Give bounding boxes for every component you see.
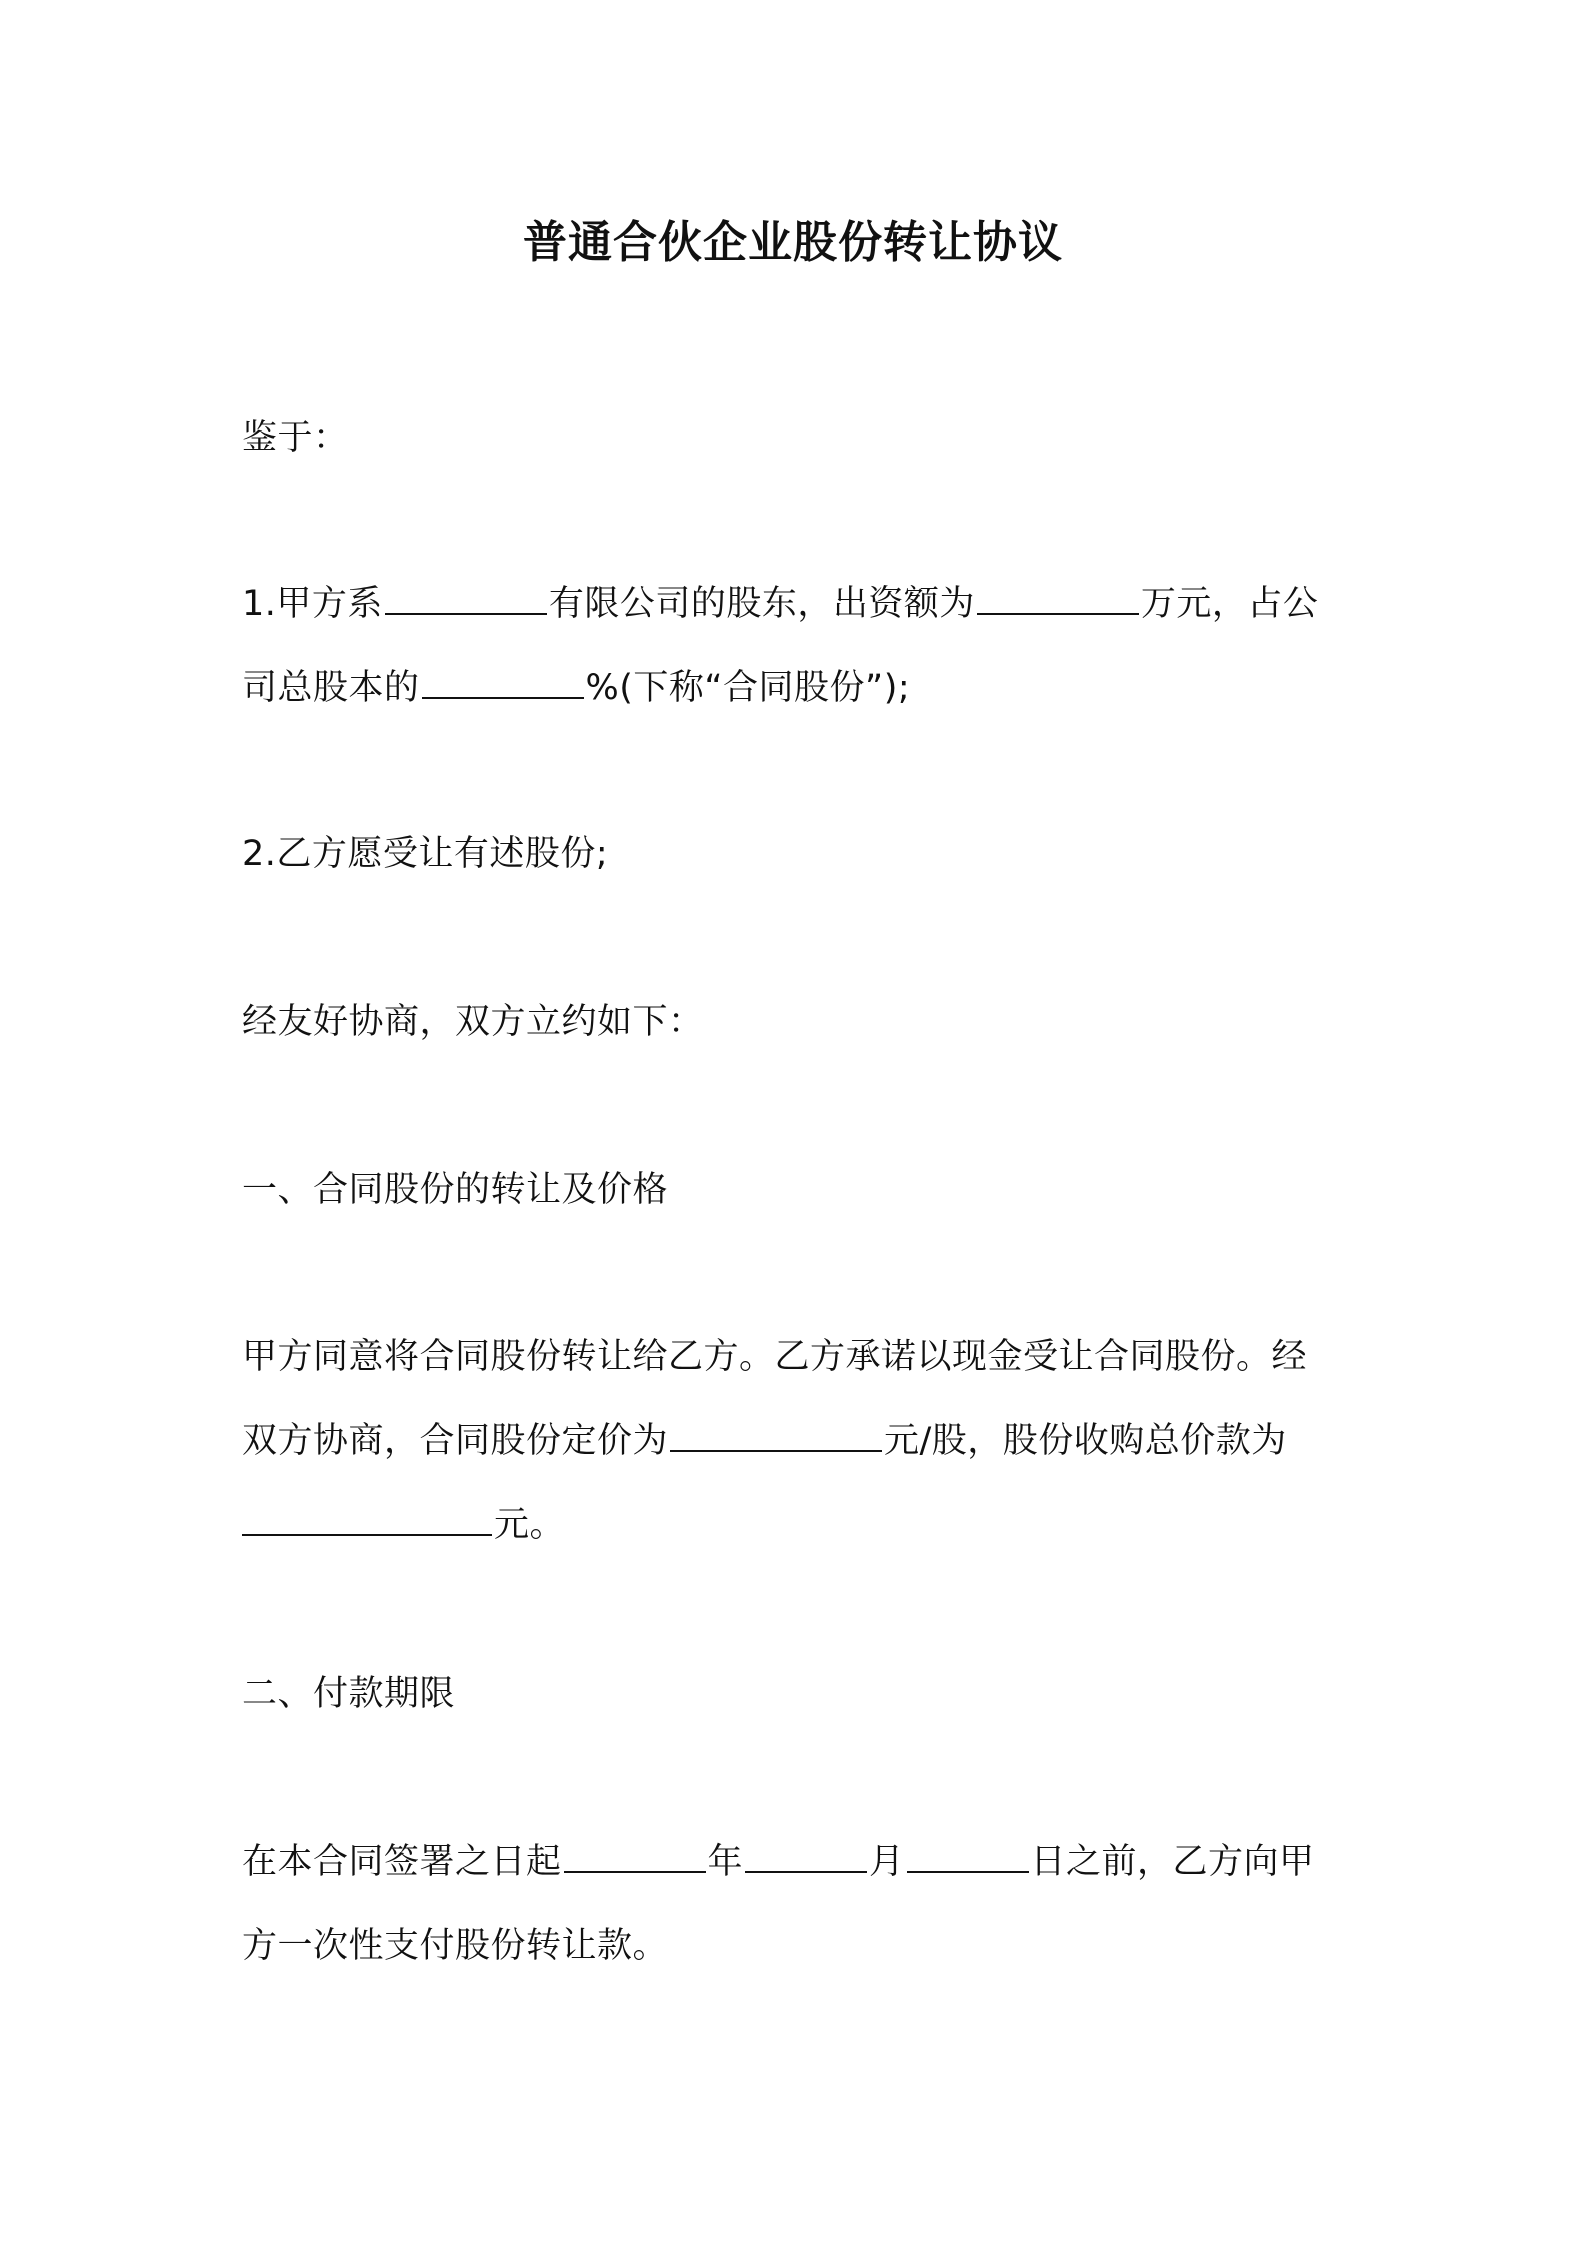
- section-2-line-2: 方一次性支付股份转让款。: [242, 1926, 669, 1966]
- section-1-line-1: 甲方同意将合同股份转让给乙方。乙方承诺以现金受让合同股份。经: [242, 1337, 1308, 1377]
- section1-text-b: 元/股，股份收购总价款为: [884, 1421, 1287, 1461]
- section-1-heading: [242, 1148, 1362, 1232]
- total-price-blank: [242, 1504, 492, 1536]
- section-1-line-3: [242, 1483, 1362, 1567]
- section-2-heading: [242, 1652, 1362, 1736]
- price-per-share-blank: [670, 1420, 882, 1452]
- day-blank: [907, 1841, 1029, 1873]
- item1-text-a: 1.甲方系: [242, 584, 383, 624]
- agreement-intro: [242, 980, 1362, 1064]
- section-2-body: [242, 1820, 1362, 1988]
- document-title: 普通合伙企业股份转让协议: [523, 217, 1063, 268]
- section-1-heading-text: 一、合同股份的转让及价格: [242, 1170, 669, 1210]
- section1-text-a: 双方协商，合同股份定价为: [242, 1421, 669, 1461]
- section-1-line-2: [242, 1399, 1362, 1483]
- section2-text-d: 日之前，乙方向甲: [1030, 1842, 1315, 1882]
- year-blank: [564, 1841, 706, 1873]
- clause-item-1-line-1: [242, 562, 1362, 646]
- section-1-body: [242, 1315, 1362, 1567]
- section1-text-c: 元。: [494, 1505, 566, 1545]
- item1-text-c: 万元，占公: [1140, 584, 1319, 624]
- section-2-heading-text: 二、付款期限: [242, 1674, 456, 1714]
- clause-item-1-line-2: [242, 646, 1362, 730]
- section2-text-a: 在本合同签署之日起: [242, 1842, 562, 1882]
- whereas-label: [242, 396, 1362, 480]
- section2-text-c: 月: [869, 1842, 905, 1882]
- clause-item-1: [242, 562, 1362, 730]
- section-2-line-1: [242, 1820, 1362, 1904]
- item1-text-e: %(下称“合同股份”);: [585, 668, 911, 708]
- agreement-intro-text: 经友好协商，双方立约如下：: [242, 1002, 704, 1042]
- whereas-text: 鉴于：: [242, 418, 349, 458]
- share-percent-blank: [422, 667, 584, 699]
- month-blank: [745, 1841, 867, 1873]
- item2-text: 2.乙方愿受让有述股份;: [242, 834, 609, 874]
- item1-text-d: 司总股本的: [242, 668, 420, 708]
- company-name-blank: [385, 583, 547, 615]
- clause-item-2: [242, 812, 1362, 896]
- capital-amount-blank: [977, 583, 1139, 615]
- item1-text-b: 有限公司的股东，出资额为: [548, 584, 975, 624]
- section2-text-b: 年: [707, 1842, 744, 1882]
